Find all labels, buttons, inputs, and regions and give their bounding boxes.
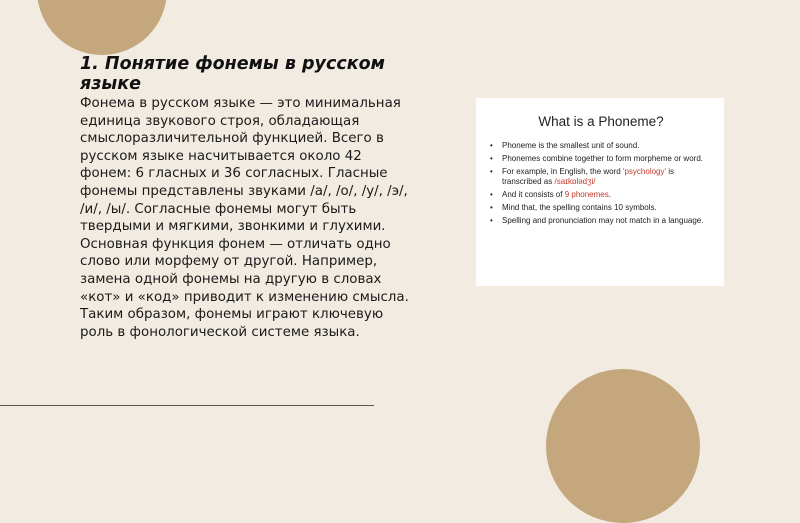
card-bullet-item (490, 190, 712, 200)
card-bullet-item: • Mind that, the spelling contains 10 symbols. (490, 203, 712, 213)
card-bullet-item (490, 167, 712, 187)
ipa-transcription: /saɪkɒlədʒi/ (554, 177, 596, 186)
slide-title: 1. Понятие фонемы в русском языке (80, 54, 385, 94)
bullet-text: For example, in English, the word (502, 167, 623, 176)
card-bullet-list (490, 141, 712, 226)
card-bullet-item: • Phoneme is the smallest unit of sound. (490, 141, 712, 151)
bullet-text: . (608, 190, 611, 199)
highlighted-word: 'psychology' (622, 167, 667, 176)
card-bullet-item: • Phonemes combine together to form morpheme or word. (490, 154, 712, 164)
slide-body-text: Фонема в русском языке — это минимальная единица звукового строя, обладающая смыслоразличительной функцией. Всего в русском языке насчитывается около 42 фонем: 6 гласных и 36 согласных. Гласные фонемы представлены звуками /а/, /о/, /у/, /э/, /и/, /ы/. Согласные фонемы могут быть твердыми и мягкими, звонкими и глухими. Основная функция фонем — отличать одно слово или морфему от другой. Например, замена одной фонемы на другую в словах «кот» и «код» приводит к изменению смысла. Таким образом, фонемы играют ключевую роль в фонологической системе языка. (80, 96, 409, 340)
decorative-circle-top (37, 0, 167, 55)
bullet-text: is transcribed as (502, 167, 675, 186)
divider-line (0, 405, 374, 406)
card-bullet-item: • Spelling and pronunciation may not match in a language. (490, 216, 712, 226)
phoneme-image-card (476, 98, 724, 286)
bullet-text: And it consists of (502, 190, 565, 199)
card-title: What is a Phoneme? (538, 114, 664, 129)
decorative-circle-bottom (546, 369, 700, 523)
phoneme-count: 9 phonemes (564, 190, 609, 199)
